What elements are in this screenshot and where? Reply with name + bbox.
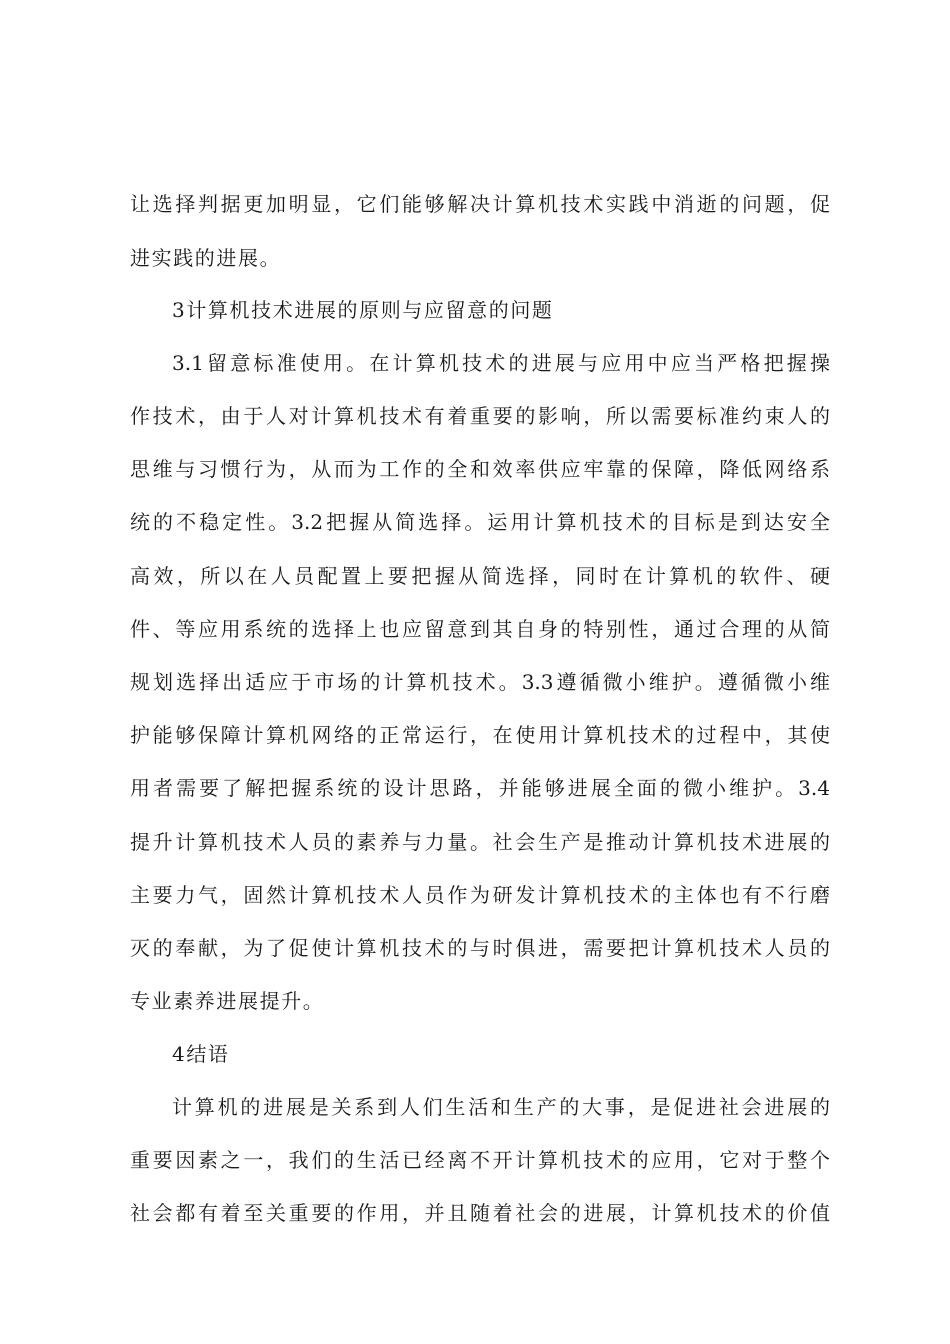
paragraph-line: 计算机的进展是关系到人们生活和生产的大事，是促进社会进展的 xyxy=(172,1095,830,1119)
paragraph-line: 主要力气，固然计算机技术人员作为研发计算机技术的主体也有不行磨 xyxy=(130,883,830,907)
paragraph-line: 用者需要了解把握系统的设计思路，并能够进展全面的微小维护。3.4 xyxy=(130,776,830,800)
paragraph-line: 专业素养进展提升。 xyxy=(130,989,325,1013)
paragraph-line: 统的不稳定性。3.2把握从简选择。运用计算机技术的目标是到达安全 xyxy=(130,510,830,534)
paragraph-line: 作技术，由于人对计算机技术有着重要的影响，所以需要标准约束人的 xyxy=(130,404,830,428)
section-heading: 4结语 xyxy=(172,1042,230,1066)
paragraph-line: 让选择判据更加明显，它们能够解决计算机技术实践中消逝的问题，促 xyxy=(130,192,830,216)
paragraph-line: 提升计算机技术人员的素养与力量。社会生产是推动计算机技术进展的 xyxy=(130,830,830,854)
section-heading: 3计算机技术进展的原则与应留意的问题 xyxy=(172,298,554,322)
paragraph-line: 护能够保障计算机网络的正常运行，在使用计算机技术的过程中，其使 xyxy=(130,723,830,747)
paragraph-line: 件、等应用系统的选择上也应留意到其自身的特别性，通过合理的从简 xyxy=(130,617,830,641)
paragraph-line: 灭的奉献，为了促使计算机技术的与时俱进，需要把计算机技术人员的 xyxy=(130,936,830,960)
paragraph-line: 进实践的进展。 xyxy=(130,246,282,270)
paragraph-line: 重要因素之一，我们的生活已经离不开计算机技术的应用，它对于整个 xyxy=(130,1148,830,1172)
paragraph-line: 3.1留意标准使用。在计算机技术的进展与应用中应当严格把握操 xyxy=(172,351,830,375)
paragraph-line: 高效，所以在人员配置上要把握从简选择，同时在计算机的软件、硬 xyxy=(130,564,830,588)
paragraph-line: 社会都有着至关重要的作用，并且随着社会的进展，计算机技术的价值 xyxy=(130,1201,830,1225)
paragraph-line: 思维与习惯行为，从而为工作的全和效率供应牢靠的保障，降低网络系 xyxy=(130,457,830,481)
paragraph-line: 规划选择出适应于市场的计算机技术。3.3遵循微小维护。遵循微小维 xyxy=(130,670,830,694)
